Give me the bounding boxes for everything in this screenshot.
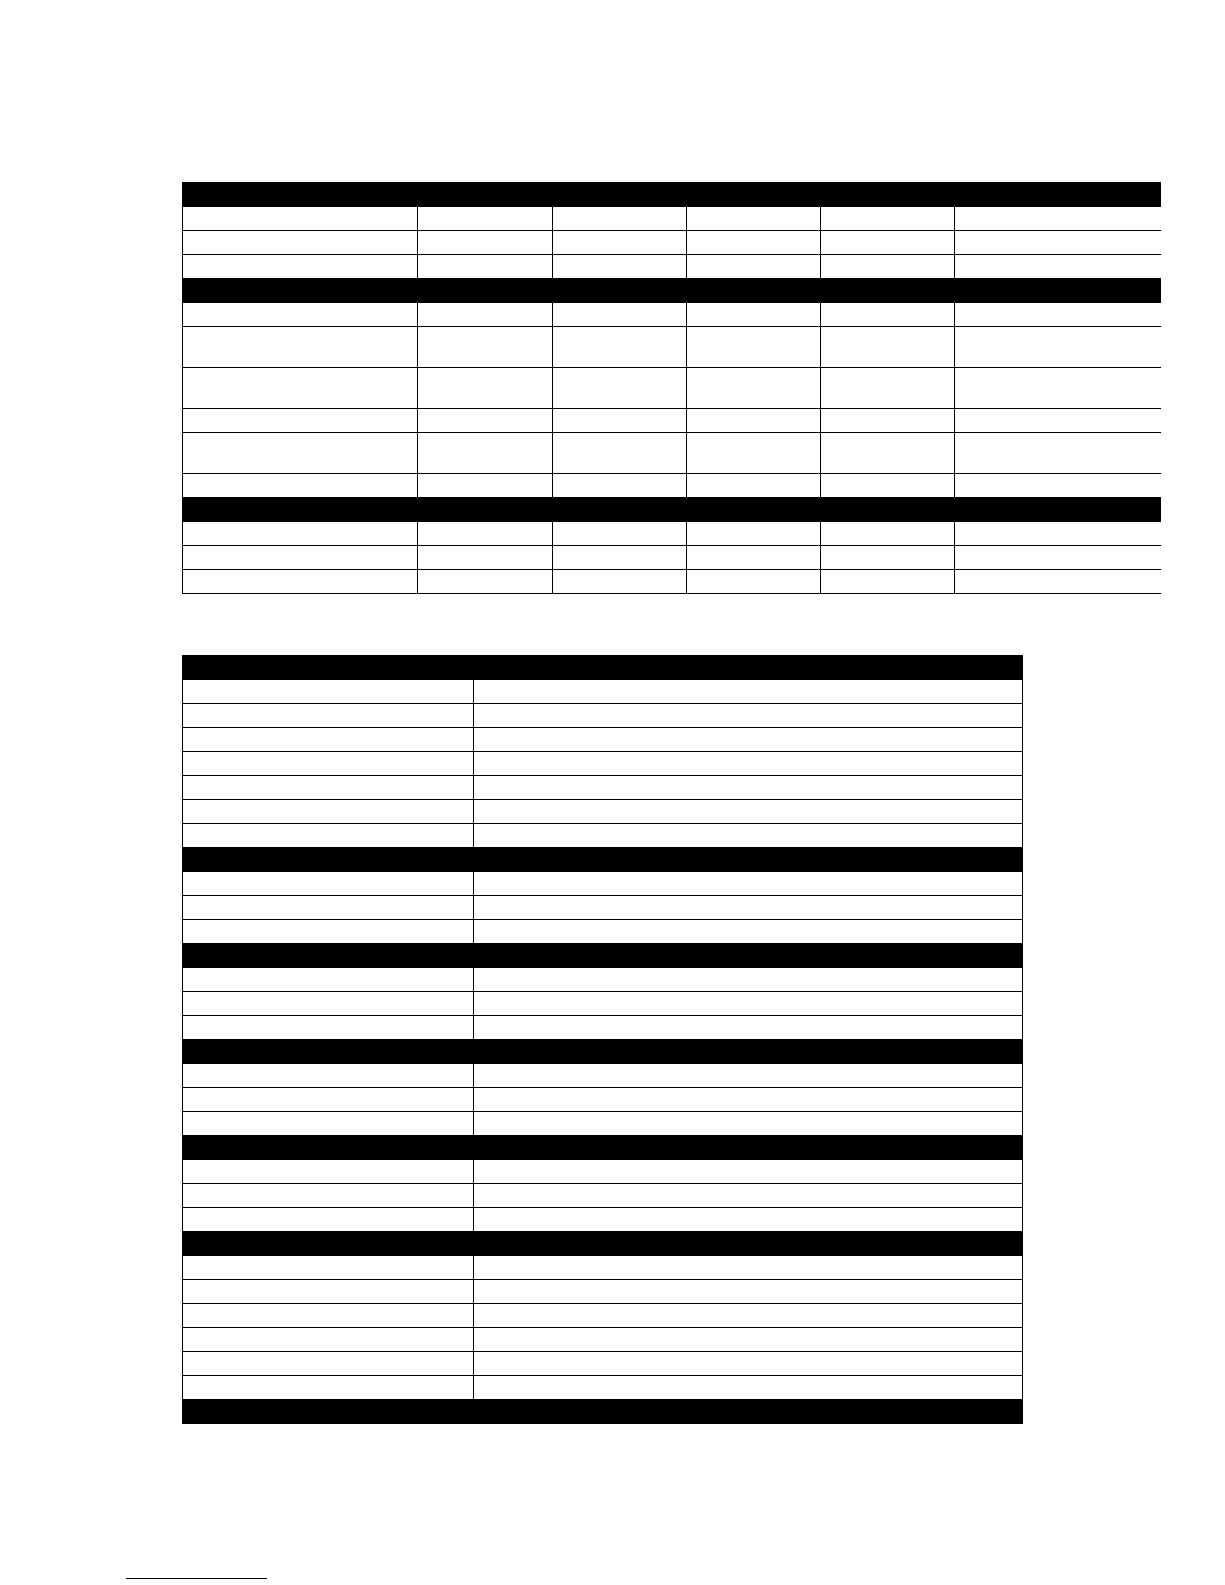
header-cell bbox=[553, 498, 687, 522]
header-cell bbox=[183, 944, 474, 968]
table-cell bbox=[183, 1328, 474, 1352]
table-row bbox=[183, 800, 1023, 824]
table-cell bbox=[474, 704, 1023, 728]
table-cell bbox=[955, 522, 1161, 546]
table-cell bbox=[418, 327, 553, 368]
table-cell bbox=[183, 1376, 474, 1400]
table-cell bbox=[183, 1016, 474, 1040]
header-cell bbox=[955, 498, 1161, 522]
table-cell bbox=[183, 896, 474, 920]
table-cell bbox=[474, 1208, 1023, 1232]
table-row bbox=[183, 1352, 1023, 1376]
table-cell bbox=[474, 824, 1023, 848]
table-cell bbox=[183, 255, 418, 279]
table-cell bbox=[183, 1112, 474, 1136]
table-row bbox=[183, 1256, 1023, 1280]
header-cell bbox=[821, 279, 955, 303]
header-cell bbox=[183, 1400, 474, 1424]
table-cell bbox=[553, 327, 687, 368]
table-row bbox=[183, 433, 1161, 474]
table-cell bbox=[418, 433, 553, 474]
table-cell bbox=[183, 872, 474, 896]
table-row bbox=[183, 1064, 1023, 1088]
table-cell bbox=[183, 776, 474, 800]
table-cell bbox=[474, 1328, 1023, 1352]
table-cell bbox=[183, 474, 418, 498]
table-row bbox=[183, 1016, 1023, 1040]
section-header-row bbox=[183, 1232, 1023, 1256]
table-row bbox=[183, 872, 1023, 896]
section-header-row bbox=[183, 1040, 1023, 1064]
header-cell bbox=[474, 1136, 1023, 1160]
table-cell bbox=[418, 368, 553, 409]
table-cell bbox=[474, 1016, 1023, 1040]
table-cell bbox=[821, 368, 955, 409]
table-row bbox=[183, 231, 1161, 255]
header-cell bbox=[183, 1136, 474, 1160]
table-cell bbox=[474, 1064, 1023, 1088]
table-cell bbox=[183, 920, 474, 944]
table-cell bbox=[183, 409, 418, 433]
table-row bbox=[183, 303, 1161, 327]
table-cell bbox=[474, 1280, 1023, 1304]
table-cell bbox=[418, 255, 553, 279]
table-cell bbox=[183, 1352, 474, 1376]
table-cell bbox=[821, 409, 955, 433]
header-cell bbox=[687, 498, 821, 522]
table-cell bbox=[821, 303, 955, 327]
header-cell bbox=[955, 183, 1161, 207]
table-cell bbox=[474, 1304, 1023, 1328]
table-cell bbox=[183, 570, 418, 594]
table-cell bbox=[553, 546, 687, 570]
table-row bbox=[183, 570, 1161, 594]
table-cell bbox=[183, 728, 474, 752]
header-cell bbox=[955, 279, 1161, 303]
table-cell bbox=[474, 872, 1023, 896]
table-cell bbox=[687, 522, 821, 546]
table-cell bbox=[183, 1160, 474, 1184]
table-cell bbox=[183, 327, 418, 368]
table-cell bbox=[418, 522, 553, 546]
table-row bbox=[183, 704, 1023, 728]
table-cell bbox=[183, 1184, 474, 1208]
table-cell bbox=[418, 474, 553, 498]
table-one-body bbox=[183, 183, 1161, 594]
table-cell bbox=[183, 368, 418, 409]
table-cell bbox=[955, 433, 1161, 474]
table-cell bbox=[418, 303, 553, 327]
table-row bbox=[183, 968, 1023, 992]
table-row bbox=[183, 327, 1161, 368]
table-cell bbox=[821, 474, 955, 498]
section-header-row bbox=[183, 848, 1023, 872]
table-cell bbox=[474, 1352, 1023, 1376]
table-row bbox=[183, 1112, 1023, 1136]
table-cell bbox=[183, 1064, 474, 1088]
table-cell bbox=[183, 1304, 474, 1328]
table-cell bbox=[821, 522, 955, 546]
table-row bbox=[183, 368, 1161, 409]
table-cell bbox=[183, 231, 418, 255]
table-cell bbox=[955, 303, 1161, 327]
table-row bbox=[183, 1208, 1023, 1232]
table-row bbox=[183, 546, 1161, 570]
header-cell bbox=[474, 1040, 1023, 1064]
header-cell bbox=[183, 279, 418, 303]
header-cell bbox=[553, 183, 687, 207]
table-cell bbox=[821, 546, 955, 570]
table-cell bbox=[687, 546, 821, 570]
table-cell bbox=[553, 474, 687, 498]
table-row bbox=[183, 522, 1161, 546]
table-cell bbox=[821, 255, 955, 279]
table-cell bbox=[183, 546, 418, 570]
table-cell bbox=[474, 1160, 1023, 1184]
table-cell bbox=[955, 546, 1161, 570]
table-cell bbox=[687, 570, 821, 594]
header-cell bbox=[183, 183, 418, 207]
table-row bbox=[183, 680, 1023, 704]
table-row bbox=[183, 1280, 1023, 1304]
table-cell bbox=[183, 992, 474, 1016]
header-cell bbox=[474, 1232, 1023, 1256]
table-cell bbox=[418, 546, 553, 570]
table-cell bbox=[183, 680, 474, 704]
table-cell bbox=[183, 1256, 474, 1280]
table-cell bbox=[474, 968, 1023, 992]
table-cell bbox=[183, 968, 474, 992]
table-cell bbox=[553, 231, 687, 255]
table-cell bbox=[474, 776, 1023, 800]
table-cell bbox=[183, 433, 418, 474]
table-cell bbox=[183, 752, 474, 776]
header-cell bbox=[183, 656, 474, 680]
table-row bbox=[183, 728, 1023, 752]
table-cell bbox=[474, 680, 1023, 704]
header-cell bbox=[418, 279, 553, 303]
header-cell bbox=[474, 848, 1023, 872]
table-cell bbox=[474, 1184, 1023, 1208]
table-cell bbox=[955, 368, 1161, 409]
header-cell bbox=[183, 498, 418, 522]
table-row bbox=[183, 1088, 1023, 1112]
table-cell bbox=[418, 570, 553, 594]
table-row bbox=[183, 1376, 1023, 1400]
table-cell bbox=[553, 433, 687, 474]
table-cell bbox=[553, 207, 687, 231]
table-cell bbox=[474, 1376, 1023, 1400]
table-cell bbox=[687, 327, 821, 368]
header-cell bbox=[553, 279, 687, 303]
table-cell bbox=[687, 207, 821, 231]
header-cell bbox=[687, 279, 821, 303]
header-cell bbox=[183, 1040, 474, 1064]
section-header-row bbox=[183, 656, 1023, 680]
table-row bbox=[183, 752, 1023, 776]
table-cell bbox=[474, 1088, 1023, 1112]
table-cell bbox=[474, 1112, 1023, 1136]
section-header-row bbox=[183, 183, 1161, 207]
table-row bbox=[183, 1184, 1023, 1208]
header-cell bbox=[418, 183, 553, 207]
table-row bbox=[183, 776, 1023, 800]
table-cell bbox=[553, 522, 687, 546]
table-one bbox=[182, 182, 1161, 594]
table-row bbox=[183, 1328, 1023, 1352]
table-cell bbox=[553, 255, 687, 279]
section-header-row bbox=[183, 1136, 1023, 1160]
table-cell bbox=[955, 231, 1161, 255]
table-cell bbox=[183, 207, 418, 231]
table-cell bbox=[955, 570, 1161, 594]
table-cell bbox=[183, 522, 418, 546]
table-cell bbox=[183, 704, 474, 728]
table-row bbox=[183, 920, 1023, 944]
section-header-row bbox=[183, 944, 1023, 968]
section-header-row bbox=[183, 1400, 1023, 1424]
section-header-row bbox=[183, 498, 1161, 522]
table-cell bbox=[183, 1088, 474, 1112]
table-cell bbox=[821, 570, 955, 594]
table-cell bbox=[553, 570, 687, 594]
table-cell bbox=[687, 231, 821, 255]
table-cell bbox=[821, 433, 955, 474]
table-cell bbox=[183, 824, 474, 848]
header-cell bbox=[183, 848, 474, 872]
table-cell bbox=[474, 1256, 1023, 1280]
table-cell bbox=[418, 231, 553, 255]
table-row bbox=[183, 1160, 1023, 1184]
table-row bbox=[183, 824, 1023, 848]
table-cell bbox=[955, 255, 1161, 279]
table-cell bbox=[553, 303, 687, 327]
table-cell bbox=[474, 752, 1023, 776]
table-cell bbox=[474, 896, 1023, 920]
table-cell bbox=[474, 800, 1023, 824]
table-cell bbox=[687, 368, 821, 409]
table-cell bbox=[183, 303, 418, 327]
header-cell bbox=[183, 1232, 474, 1256]
table-cell bbox=[955, 474, 1161, 498]
header-cell bbox=[474, 1400, 1023, 1424]
table-cell bbox=[821, 207, 955, 231]
table-cell bbox=[553, 409, 687, 433]
header-cell bbox=[474, 944, 1023, 968]
header-cell bbox=[821, 498, 955, 522]
table-cell bbox=[955, 409, 1161, 433]
table-cell bbox=[418, 207, 553, 231]
table-row bbox=[183, 409, 1161, 433]
table-cell bbox=[418, 409, 553, 433]
header-cell bbox=[821, 183, 955, 207]
table-two bbox=[182, 655, 1023, 1424]
table-cell bbox=[955, 327, 1161, 368]
table-row bbox=[183, 896, 1023, 920]
table-cell bbox=[183, 800, 474, 824]
table-cell bbox=[183, 1280, 474, 1304]
section-header-row bbox=[183, 279, 1161, 303]
header-cell bbox=[474, 656, 1023, 680]
table-cell bbox=[474, 992, 1023, 1016]
table-cell bbox=[821, 231, 955, 255]
table-cell bbox=[687, 474, 821, 498]
table-cell bbox=[183, 1208, 474, 1232]
header-cell bbox=[687, 183, 821, 207]
table-cell bbox=[474, 728, 1023, 752]
table-cell bbox=[474, 920, 1023, 944]
table-cell bbox=[687, 433, 821, 474]
table-cell bbox=[687, 409, 821, 433]
table-row bbox=[183, 474, 1161, 498]
table-row bbox=[183, 992, 1023, 1016]
table-row bbox=[183, 255, 1161, 279]
table-row bbox=[183, 207, 1161, 231]
table-cell bbox=[687, 255, 821, 279]
table-two-body bbox=[183, 656, 1023, 1424]
table-cell bbox=[821, 327, 955, 368]
header-cell bbox=[418, 498, 553, 522]
footnote-rule bbox=[126, 1578, 267, 1579]
table-cell bbox=[553, 368, 687, 409]
table-cell bbox=[687, 303, 821, 327]
table-row bbox=[183, 1304, 1023, 1328]
table-cell bbox=[955, 207, 1161, 231]
